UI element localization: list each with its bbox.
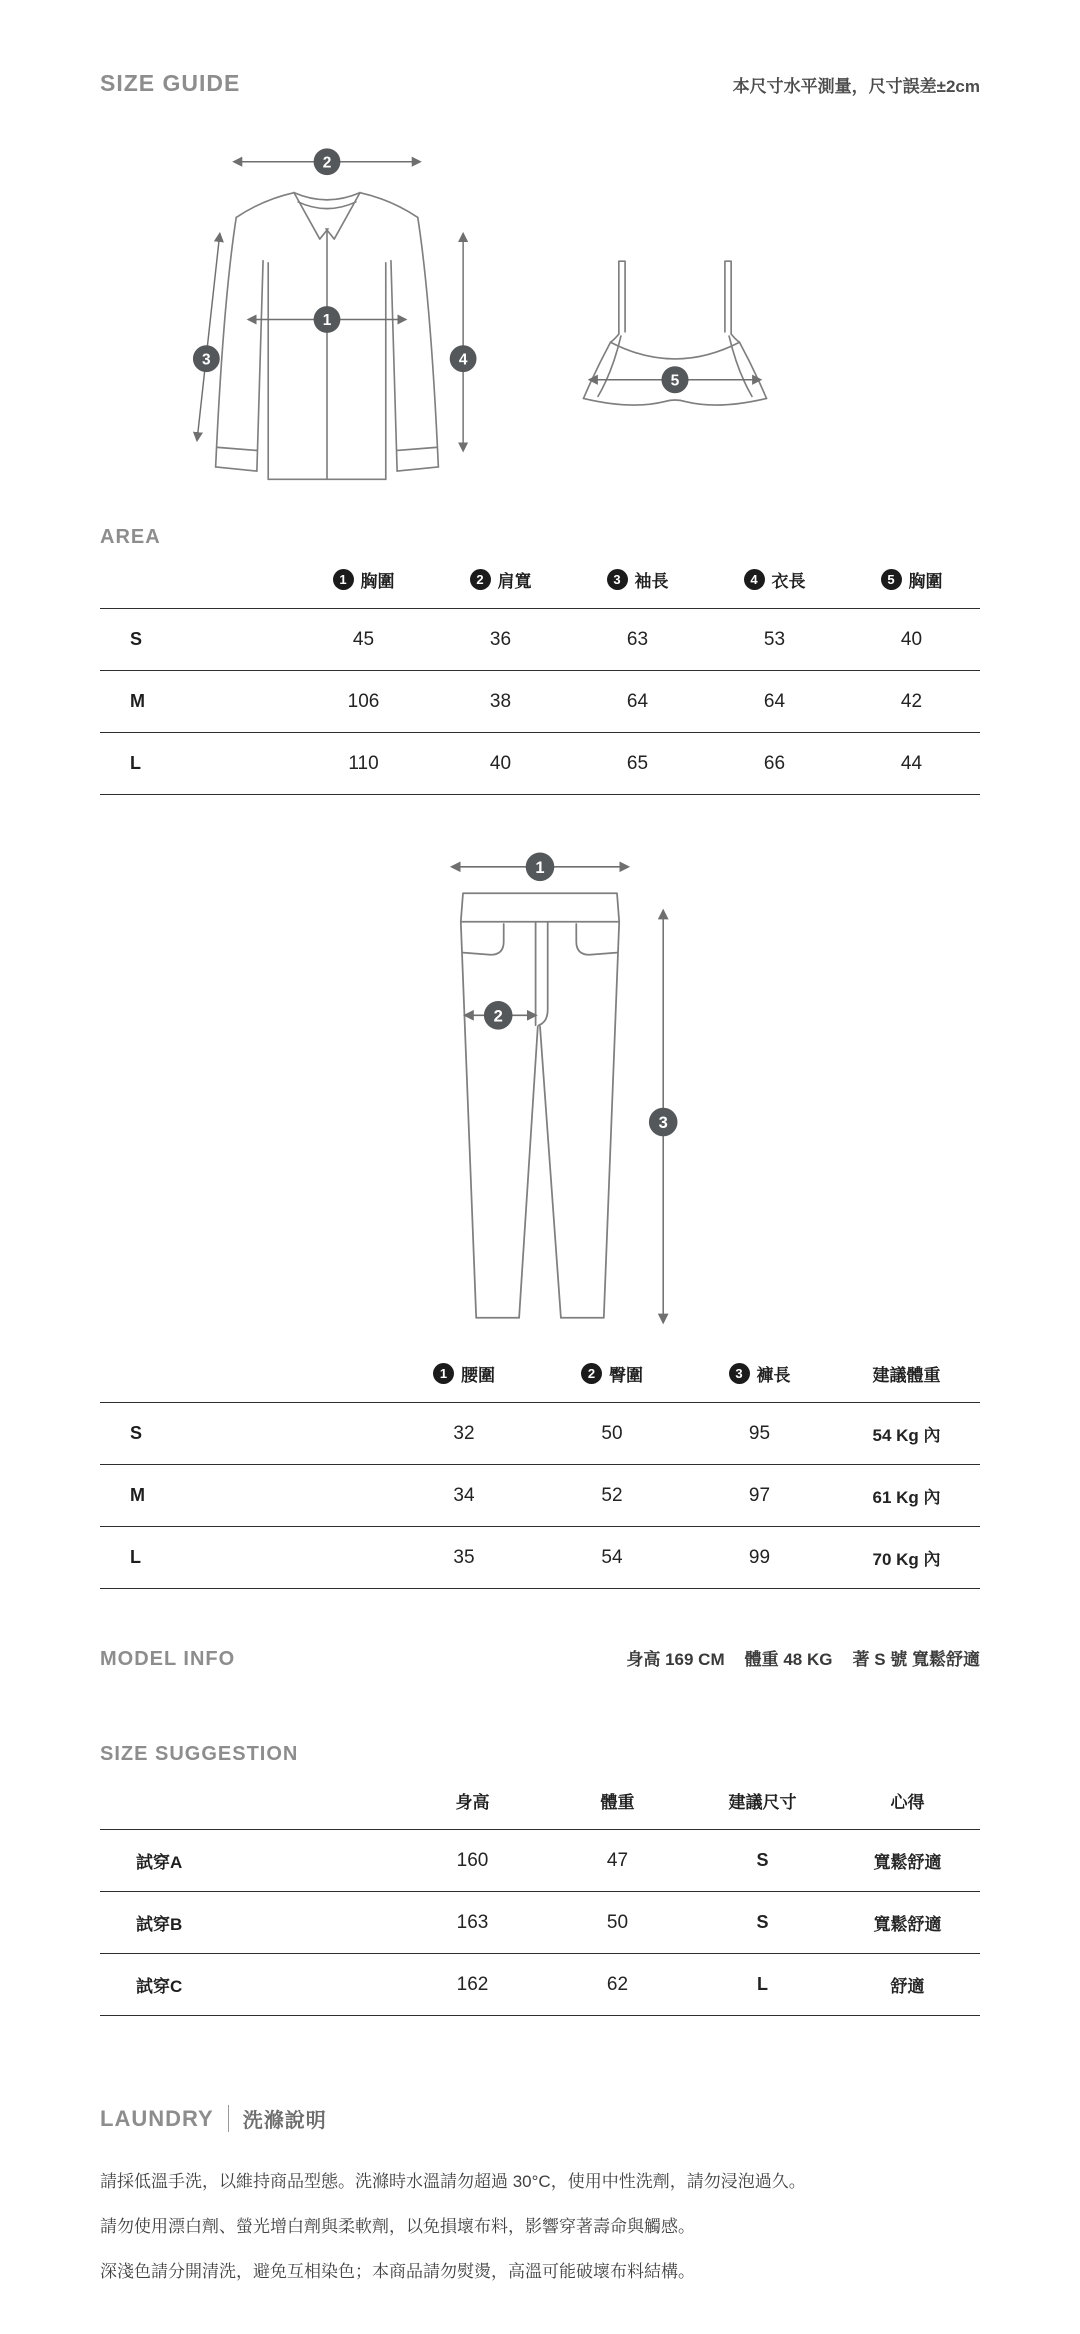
model-size-fit: 著 S 號 寬鬆舒適 [852,1650,980,1669]
bra-diagram-wrap [550,257,800,413]
svg-text:1: 1 [322,312,332,330]
model-info-section [100,1645,980,1671]
svg-text:1: 1 [535,858,545,877]
svg-text:4: 4 [458,351,468,369]
measurement-note: 本尺寸水平測量，尺寸誤差±2cm [732,77,980,96]
svg-text:2: 2 [322,154,332,172]
circled-number-icon: 4 [744,569,765,590]
top-table-header-row: 1 胸圍 2 肩寬 3 袖長 4 衣長 5 胸圍 [100,567,980,609]
circled-number-icon: 2 [581,1363,602,1384]
table-row: L 35 54 99 70 Kg 內 [100,1527,980,1589]
circled-number-icon: 3 [729,1363,750,1384]
bra-diagram [550,257,800,413]
laundry-instructions [100,2159,980,2294]
table-row: M 34 52 97 61 Kg 內 [100,1465,980,1527]
page-title: SIZE GUIDE [100,70,241,96]
laundry-label: LAUNDRY [100,2105,214,2131]
svg-text:3: 3 [658,1114,668,1133]
table-row: 試穿C 162 62 L 舒適 [100,1954,980,2016]
circled-number-icon: 3 [607,569,628,590]
pants-diagram [375,847,705,1331]
table-row: 試穿B 163 50 S 寬鬆舒適 [100,1892,980,1954]
pants-diagram-wrap [100,847,980,1331]
shirt-marker-sleeve [193,345,220,372]
svg-text:3: 3 [202,351,211,369]
model-info-label: MODEL INFO [100,1648,236,1670]
table-row: L 110 40 65 66 44 [100,733,980,795]
pants-marker-hip [484,1001,513,1030]
laundry-line: 深淺色請分開清洗，避免互相染色；本商品請勿熨燙，高溫可能破壞布料結構。 [100,2262,695,2281]
laundry-line: 請採低溫手洗，以維持商品型態。洗滌時水溫請勿超過 30°C，使用中性洗劑，請勿浸泡過久。 [100,2172,806,2191]
top-size-table [100,567,980,795]
svg-text:5: 5 [670,372,680,390]
table-row: S 45 36 63 53 40 [100,609,980,671]
laundry-section-header [100,2104,980,2133]
shirt-marker-length [450,345,477,372]
area-label: AREA [100,526,161,548]
shirt-diagram [162,139,492,500]
circled-number-icon: 2 [470,569,491,590]
garment-diagrams [162,139,980,500]
table-row: M 106 38 64 64 42 [100,671,980,733]
circled-number-icon: 1 [333,569,354,590]
pants-marker-length [649,1108,678,1137]
page-header [100,70,980,97]
shirt-marker-chest [314,306,341,333]
svg-text:2: 2 [493,1007,503,1026]
circled-number-icon: 1 [433,1363,454,1384]
suggestion-table-header-row: 身高 體重 建議尺寸 心得 [100,1788,980,1830]
model-info-text [626,1645,980,1670]
vertical-divider [228,2105,229,2132]
bottom-size-table [100,1361,980,1589]
size-suggestion-label: SIZE SUGGESTION [100,1743,299,1765]
bottom-table-header-row: 1 腰圍 2 臀圍 3 褲長 建議體重 [100,1361,980,1403]
model-weight: 體重 48 KG [744,1650,833,1669]
table-row: 試穿A 160 47 S 寬鬆舒適 [100,1830,980,1892]
pants-marker-waist [526,853,555,882]
model-height: 身高 169 CM [626,1650,725,1669]
laundry-line: 請勿使用漂白劑、螢光增白劑與柔軟劑，以免損壞布料，影響穿著壽命與觸感。 [100,2217,695,2236]
circled-number-icon: 5 [881,569,902,590]
bra-marker-bust [661,366,688,393]
shirt-marker-shoulder [314,148,341,175]
size-suggestion-table [100,1788,980,2016]
laundry-title: 洗滌說明 [242,2110,327,2132]
table-row: S 32 50 95 54 Kg 內 [100,1403,980,1465]
